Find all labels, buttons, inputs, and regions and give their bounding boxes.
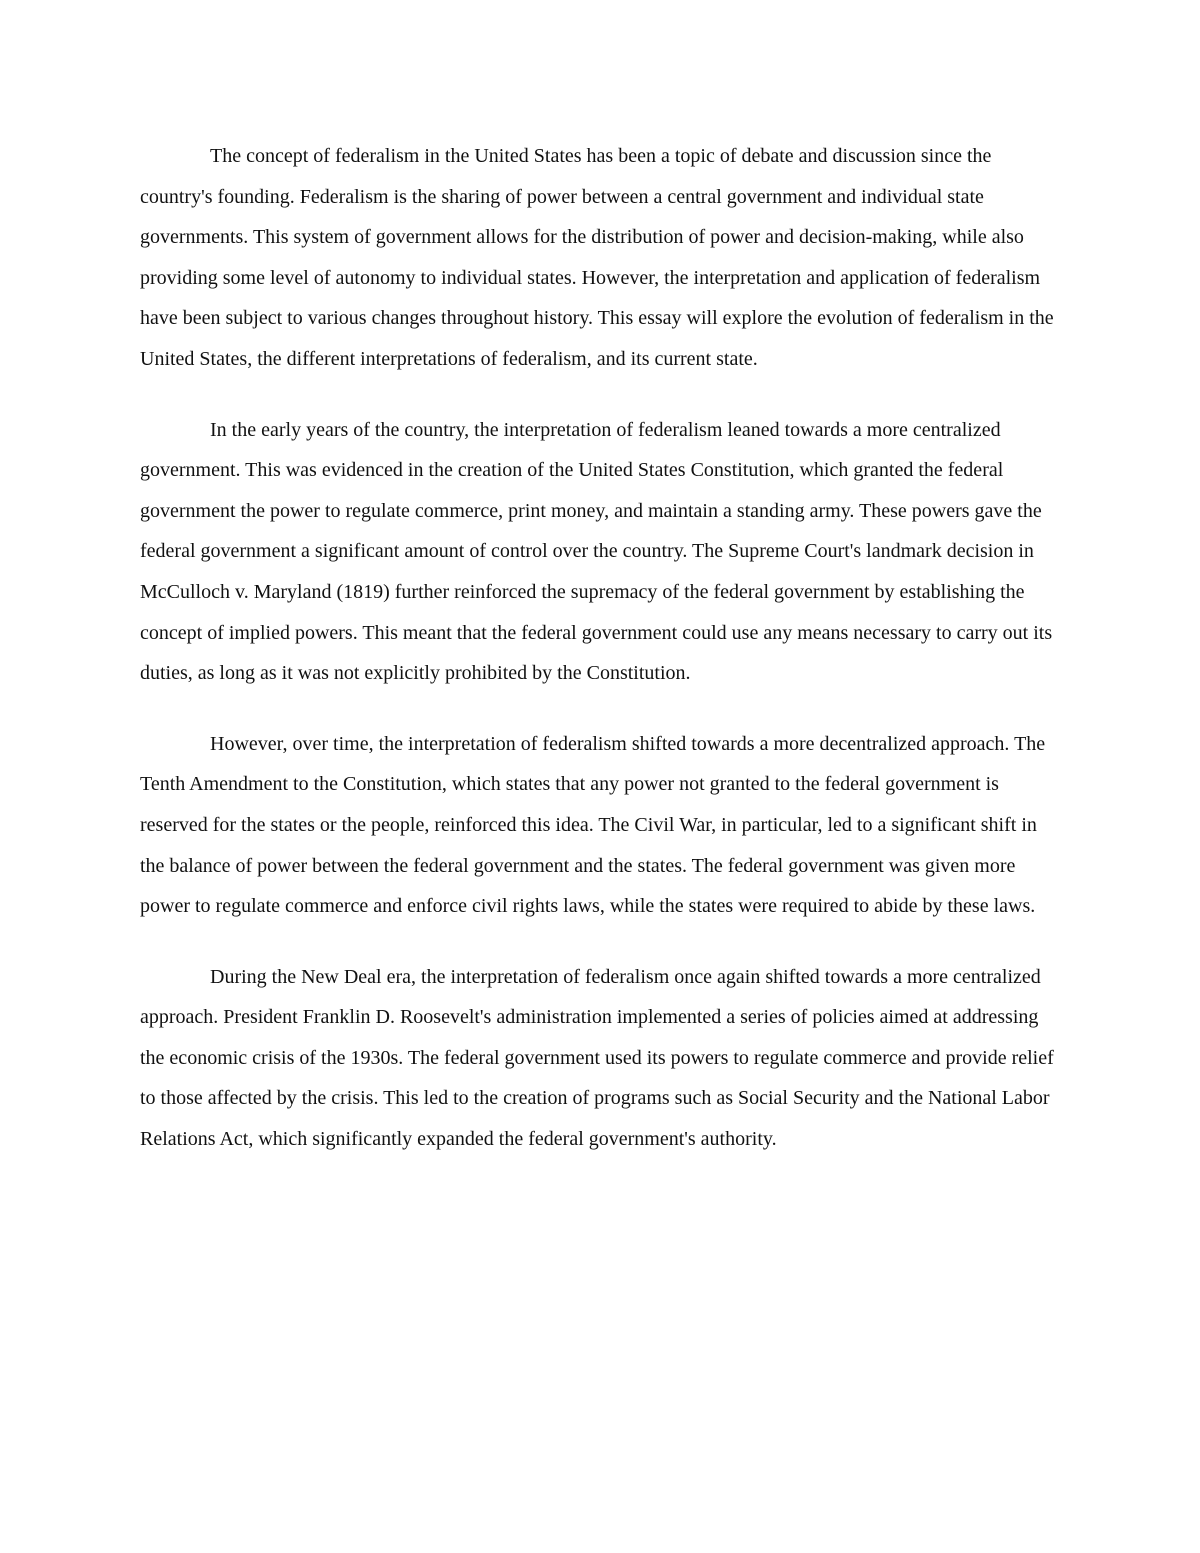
paragraph-1: The concept of federalism in the United States has been a topic of debate and discussion since the country's founding. Federalism is the sharing of power between a central government and individual state governments. This system of government allows for the distribution of power and decision-making, while also providing some level of autonomy to individual states. However, the interpretation and application of federalism have been subject to various changes throughout history. This essay will explore the evolution of federalism in the United States, the different interpretations of federalism, and its current state.	[140, 145, 1054, 370]
paragraph-4: During the New Deal era, the interpretation of federalism once again shifted towards a more centralized approach. President Franklin D. Roosevelt's administration implemented a series of policies aimed at addressing the economic crisis of the 1930s. The federal government used its powers to regulate commerce and provide relief to those affected by the crisis. This led to the creation of programs such as Social Security and the National Labor Relations Act, which significantly expanded the federal government's authority.	[140, 965, 1054, 1151]
paragraph-3: However, over time, the interpretation of federalism shifted towards a more decentralized approach. The Tenth Amendment to the Constitution, which states that any power not granted to the federal government is reserved for the states or the people, reinforced this idea. The Civil War, in particular, led to a significant shift in the balance of power between the federal government and the states. The federal government was given more power to regulate commerce and enforce civil rights laws, while the states were required to abide by these laws.	[140, 732, 1046, 918]
essay-body	[140, 136, 1062, 1190]
paragraph-2: In the early years of the country, the interpretation of federalism leaned towards a more centralized government. This was evidenced in the creation of the United States Constitution, which granted the federal government the power to regulate commerce, print money, and maintain a standing army. These powers gave the federal government a significant amount of control over the country. The Supreme Court's landmark decision in McCulloch v. Maryland (1819) further reinforced the supremacy of the federal government by establishing the concept of implied powers. This meant that the federal government could use any means necessary to carry out its duties, as long as it was not explicitly prohibited by the Constitution.	[140, 418, 1053, 685]
